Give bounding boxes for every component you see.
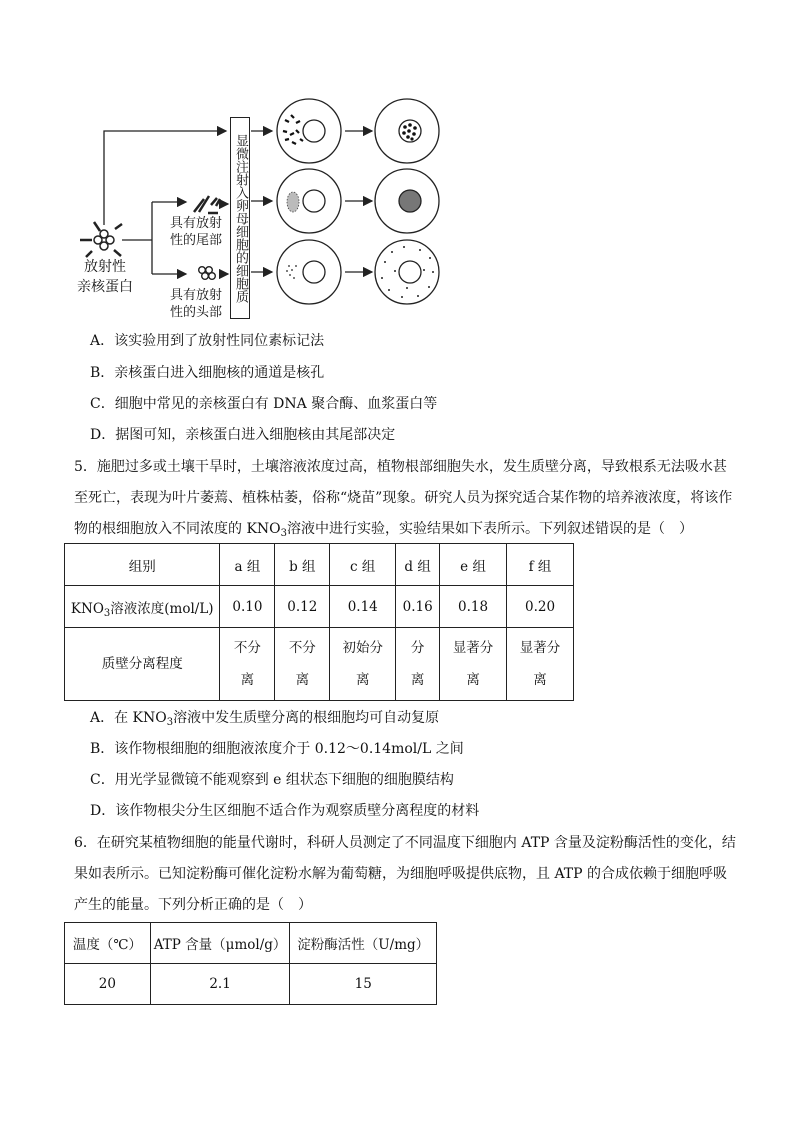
degree-b: 不分离: [275, 628, 330, 701]
table-row: [65, 628, 574, 701]
concentration-header: $KNO_3$溶液浓度(mol/L): [65, 586, 220, 628]
q4-option-a[interactable]: A．该实验用到了放射性同位素标记法: [90, 333, 325, 349]
header-atp: ATP 含量（μmol/g）: [150, 923, 290, 964]
q6-table: [64, 922, 437, 1005]
q6-stem-line1: 6．在研究某植物细胞的能量代谢时，科研人员测定了不同温度下细胞内 ATP 含量及淀粉酶活性的变化，结: [74, 835, 736, 851]
group-header: 组别: [65, 544, 220, 586]
radioactive-tail-icon: [194, 196, 220, 213]
q5-table: [64, 543, 574, 701]
conc-e: 0.18: [440, 586, 507, 628]
q6-stem-line2: 果如表所示。已知淀粉酶可催化淀粉水解为葡萄糖，为细胞呼吸提供底物，且 ATP 的合成依赖于细胞呼吸: [74, 866, 728, 882]
table-row: [65, 586, 574, 628]
cell-top-result: [375, 99, 439, 163]
group-e: e 组: [440, 544, 507, 586]
q4-option-d[interactable]: D．据图可知，亲核蛋白进入细胞核由其尾部决定: [90, 427, 396, 443]
group-c: c 组: [330, 544, 396, 586]
cell-bottom-result: [375, 240, 439, 304]
cell-top-initial: [277, 99, 341, 163]
conc-f: 0.20: [507, 586, 574, 628]
q5-stem-line2: 至死亡，表现为叶片萎蔫、植株枯萎，俗称“烧苗”现象。研究人员为探究适合某作物的培养液浓度，将该作: [74, 490, 733, 506]
group-a: a 组: [220, 544, 275, 586]
conc-b: 0.12: [275, 586, 330, 628]
cell-middle-initial: [277, 169, 341, 233]
q6-stem-line3: 产生的能量。下列分析正确的是（ ）: [74, 897, 312, 913]
q5-option-c[interactable]: C．用光学显微镜不能观察到 e 组状态下细胞的细胞膜结构: [90, 772, 454, 788]
q4-option-c[interactable]: C．细胞中常见的亲核蛋白有 DNA 聚合酶、血浆蛋白等: [90, 396, 438, 412]
q4-option-b[interactable]: B．亲核蛋白进入细胞核的通道是核孔: [90, 365, 325, 381]
degree-d: 分离: [396, 628, 440, 701]
cell-amylase: 15: [290, 964, 437, 1005]
degree-f: 显著分离: [507, 628, 574, 701]
q5-option-d[interactable]: D．该作物根尖分生区细胞不适合作为观察质壁分离程度的材料: [90, 803, 480, 819]
injection-box: [230, 117, 250, 319]
injection-box-text: 显微注射入卵母细胞的细胞质: [233, 133, 248, 303]
cell-temperature: 20: [65, 964, 151, 1005]
conc-c: 0.14: [330, 586, 396, 628]
table-row: [65, 544, 574, 586]
cell-atp: 2.1: [150, 964, 290, 1005]
cell-middle-result: [375, 169, 439, 233]
q5-option-b[interactable]: B．该作物根细胞的细胞液浓度介于 0.12～0.14mol/L 之间: [90, 741, 464, 757]
degree-e: 显著分离: [440, 628, 507, 701]
group-f: f 组: [507, 544, 574, 586]
radioactive-head-icon: [199, 267, 216, 280]
header-temperature: 温度（℃）: [65, 923, 151, 964]
q5-option-a[interactable]: A．在 $KNO_3$溶液中发生质壁分离的根细胞均可自动复原: [90, 710, 440, 728]
radioactive-protein-icon: [80, 222, 122, 257]
q5-stem-line1: 5．施肥过多或土壤干旱时，土壤溶液浓度过高，植物根部细胞失水，发生质壁分离，导致根系无法吸水甚: [74, 459, 727, 475]
group-b: b 组: [275, 544, 330, 586]
conc-a: 0.10: [220, 586, 275, 628]
q5-stem-line3: 物的根细胞放入不同浓度的 $KNO_3$溶液中进行实验，实验结果如下表所示。下列叙述错误的是（ ）: [74, 521, 694, 539]
table-row: [65, 964, 437, 1005]
conc-d: 0.16: [396, 586, 440, 628]
cell-bottom-initial: [277, 240, 341, 304]
header-amylase: 淀粉酶活性（U/mg）: [290, 923, 437, 964]
degree-c: 初始分离: [330, 628, 396, 701]
group-d: d 组: [396, 544, 440, 586]
degree-a: 不分离: [220, 628, 275, 701]
head-label: 具有放射 性的头部: [170, 288, 223, 320]
radioactive-protein-label: 放射性 亲核蛋白: [77, 259, 133, 295]
degree-header: 质壁分离程度: [65, 628, 220, 701]
table-row: [65, 923, 437, 964]
tail-label: 具有放射 性的尾部: [170, 216, 223, 248]
